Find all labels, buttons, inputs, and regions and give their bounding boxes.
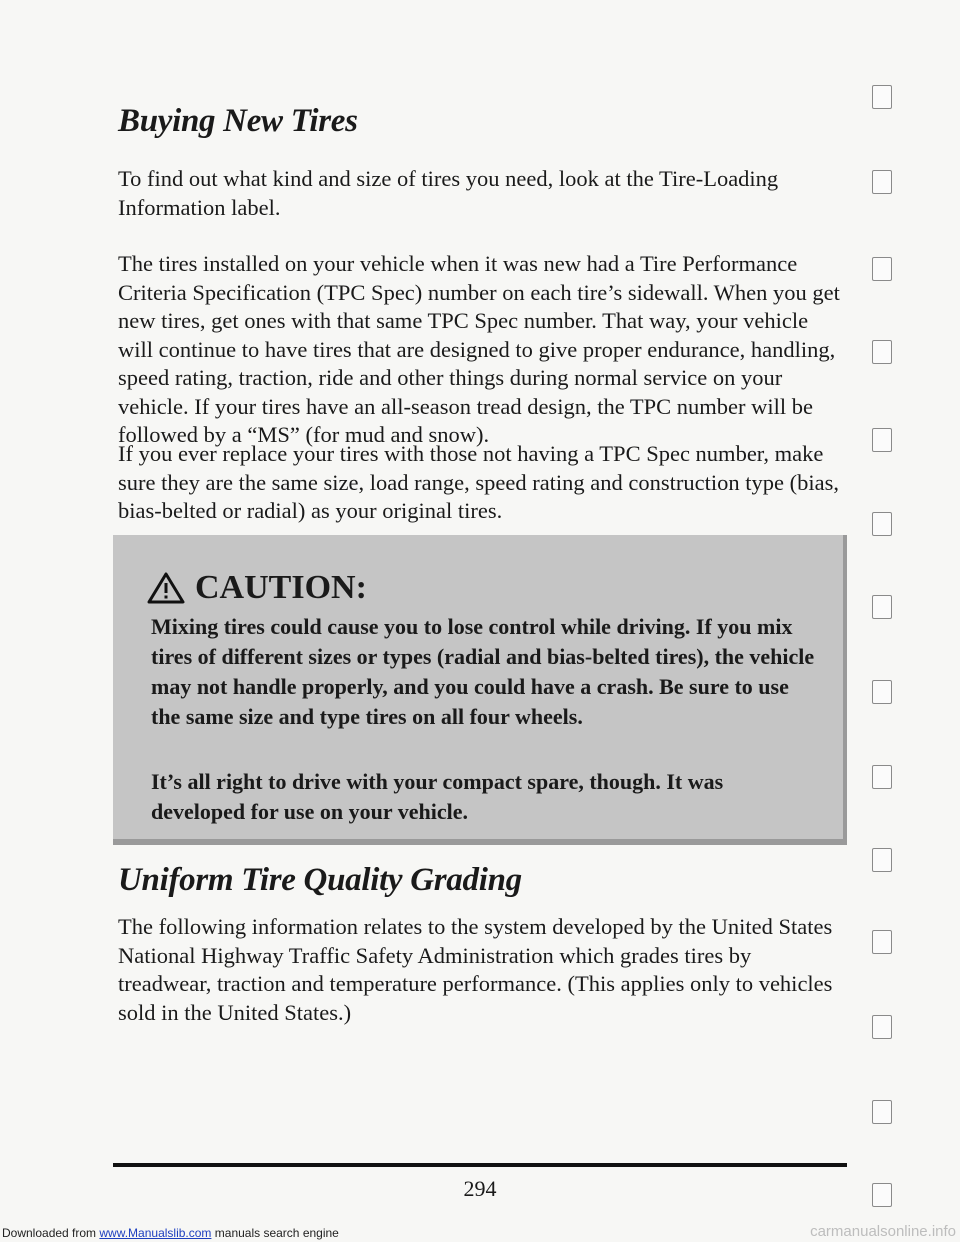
thumb-tab: [872, 765, 892, 789]
thumb-tab: [872, 257, 892, 281]
thumb-tab: [872, 848, 892, 872]
paragraph-tpc-spec: The tires installed on your vehicle when it was new had a Tire Performance Criteria Specification (TPC Spec) number on each tire’s sidewall. When you get new tires, get ones with that same TPC Spec number. That way, your vehicle will continue to have tires that are designed to give proper endurance, handling, speed rating, traction, ride and other things during normal service on your vehicle. If your tires have an all-season tread design, the TPC number will be followed by a “MS” (for mud and snow).: [118, 251, 840, 447]
thumb-tab: [872, 1183, 892, 1207]
paragraph-replace-tires: If you ever replace your tires with those not having a TPC Spec number, make sure they are the same size, load range, speed rating and construction type (bias, bias-belted or radial) as your original tires.: [118, 441, 839, 523]
thumb-tab: [872, 1015, 892, 1039]
caution-heading: [147, 569, 367, 607]
thumb-index-tabs: [872, 0, 902, 1242]
paragraph-tire-loading: To find out what kind and size of tires you need, look at the Tire-Loading Information label.: [118, 166, 779, 220]
download-footer: [2, 1226, 339, 1240]
thumb-tab: [872, 428, 892, 452]
thumb-tab: [872, 930, 892, 954]
caution-box: [113, 535, 847, 845]
thumb-tab: [872, 680, 892, 704]
watermark: carmanualsonline.info: [810, 1223, 956, 1240]
caution-text-compact-spare: It’s all right to drive with your compact spare, though. It was developed for use on your vehicle.: [151, 769, 724, 824]
paragraph-utqg: The following information relates to the system developed by the United States National Highway Traffic Safety Administration which grades tires by treadwear, traction and temperature performance. (This applies only to vehicles sold in the United States.): [118, 914, 833, 1025]
warning-triangle-icon: [147, 572, 185, 604]
footer-rule: [113, 1163, 847, 1167]
footer-prefix: Downloaded from: [2, 1226, 100, 1240]
thumb-tab: [872, 170, 892, 194]
caution-heading-label: CAUTION:: [195, 569, 367, 606]
thumb-tab: [872, 595, 892, 619]
thumb-tab: [872, 340, 892, 364]
section-title-buying-new-tires: Buying New Tires: [118, 103, 358, 139]
thumb-tab: [872, 85, 892, 109]
section-title-uniform-tire-quality: Uniform Tire Quality Grading: [118, 862, 522, 898]
thumb-tab: [872, 1100, 892, 1124]
thumb-tab: [872, 512, 892, 536]
caution-text-mixing-tires: Mixing tires could cause you to lose control while driving. If you mix tires of different sizes or types (radial and bias-belted tires), the vehicle may not handle properly, and you could have a crash. Be sure to use the same size and type tires on all four wheels.: [151, 614, 815, 729]
page-number: 294: [463, 1176, 497, 1201]
footer-suffix: manuals search engine: [211, 1226, 339, 1240]
manualslib-link[interactable]: www.Manualslib.com: [99, 1226, 212, 1240]
